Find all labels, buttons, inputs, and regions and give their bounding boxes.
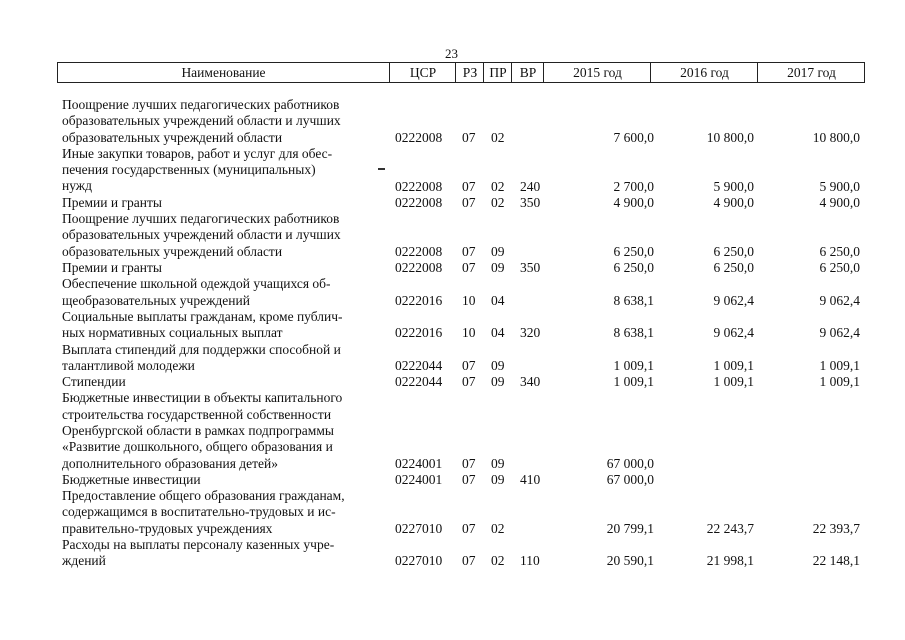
cell-y2017: 9 062,4 [819,292,860,308]
cell-vr: 320 [520,325,541,341]
cell-y2017: 5 900,0 [819,178,860,194]
header-2016: 2016 год [650,63,758,82]
cell-y2015: 7 600,0 [613,129,654,145]
row-name [62,342,392,375]
row-name [62,211,392,260]
cell-rz: 07 [462,129,476,145]
cell-rz: 07 [462,374,476,390]
cell-y2015: 1 009,1 [613,357,654,373]
row-name-line: Премии и гранты [62,194,162,210]
cell-vr: 340 [520,374,541,390]
row-name-line: образовательных учреждений области [62,243,283,259]
cell-y2016: 6 250,0 [713,260,754,275]
row-name [62,390,392,471]
cell-rz: 07 [462,471,476,487]
cell-rz: 07 [462,357,476,373]
cell-y2015: 6 250,0 [613,260,654,275]
row-name-line: Поощрение лучших педагогических работников [62,211,340,227]
cell-pr: 09 [491,374,505,390]
cell-y2015: 67 000,0 [606,471,654,487]
cell-y2017: 1 009,1 [819,357,860,373]
cell-pr: 09 [491,357,505,373]
cell-y2017: 22 148,1 [812,553,860,569]
header-name: Наименование [181,65,266,80]
cell-rz: 07 [462,178,476,194]
row-name-line: Обеспечение школьной одеждой учащихся об- [62,276,331,292]
cell-y2016: 9 062,4 [713,325,754,341]
row-name-line: образовательных учреждений области и лучших [62,113,341,129]
cell-y2017: 1 009,1 [819,374,860,390]
cell-rz: 07 [462,520,476,536]
cell-rz: 10 [462,292,476,308]
row-name-line: «Развитие дошкольного, общего образования и [62,439,333,455]
cell-vr: 410 [520,471,541,487]
cell-csr: 0222016 [395,325,443,341]
cell-vr: 350 [520,260,541,275]
header-vr: ВР [511,63,544,82]
row-name [62,488,392,537]
cell-pr: 09 [491,455,505,471]
cell-pr: 09 [491,243,505,259]
cell-pr: 04 [491,325,505,341]
row-name-line: Премии и гранты [62,260,162,275]
row-name-line: правительно-трудовых учреждениях [62,520,273,536]
cell-y2016: 10 800,0 [706,129,754,145]
cell-rz: 07 [462,455,476,471]
cell-csr: 0224001 [395,471,443,487]
header-rz: РЗ [455,63,484,82]
cell-y2017: 6 250,0 [819,243,860,259]
row-name [62,472,392,488]
row-name [62,374,392,390]
cell-rz: 07 [462,260,476,275]
cell-csr: 0227010 [395,520,443,536]
cell-y2015: 8 638,1 [613,292,654,308]
cell-rz: 07 [462,553,476,569]
row-name [62,276,392,309]
cell-y2016: 21 998,1 [706,553,754,569]
cell-pr: 09 [491,260,505,275]
cell-y2015: 67 000,0 [606,455,654,471]
row-name [62,309,392,342]
row-name-line: содержащимся в воспитательно-трудовых и ис- [62,504,336,520]
cell-y2017: 6 250,0 [819,260,860,275]
row-name-line: Иные закупки товаров, работ и услуг для обес- [62,145,333,161]
cell-y2015: 8 638,1 [613,325,654,341]
row-name-line: Поощрение лучших педагогических работников [62,97,340,112]
cell-rz: 07 [462,194,476,210]
cell-y2015: 2 700,0 [613,178,654,194]
row-name [62,97,392,146]
cell-pr: 02 [491,520,505,536]
cell-csr: 0222044 [395,357,443,373]
cell-csr: 0227010 [395,553,443,569]
cell-rz: 07 [462,243,476,259]
cell-vr: 110 [520,553,540,569]
cell-y2015: 1 009,1 [613,374,654,390]
row-name-line: образовательных учреждений области [62,129,283,145]
row-name-line: Выплата стипендий для поддержки способной и [62,341,341,357]
row-name [62,260,392,276]
cell-y2016: 5 900,0 [713,178,754,194]
row-name-line: Бюджетные инвестиции в объекты капитального [62,390,343,406]
row-name-line: образовательных учреждений области и лучших [62,227,341,243]
cell-csr: 0222008 [395,178,443,194]
cell-y2016: 4 900,0 [713,194,754,210]
cell-y2015: 20 799,1 [606,520,654,536]
row-name-line: ждений [62,553,106,569]
row-name-line: дополнительного образования детей» [62,455,278,471]
row-name-line: ных нормативных социальных выплат [62,325,283,341]
cell-rz: 10 [462,325,476,341]
cell-csr: 0222008 [395,194,443,210]
cell-vr: 240 [520,178,541,194]
row-name-line: Социальные выплаты гражданам, кроме публич- [62,308,343,324]
cell-y2017: 22 393,7 [812,520,860,536]
cell-csr: 0222044 [395,374,443,390]
cell-pr: 02 [491,129,505,145]
cell-pr: 02 [491,553,505,569]
row-name [62,537,392,570]
row-name-line: печения государственных (муниципальных) [62,162,316,178]
cell-pr: 09 [491,471,505,487]
row-name [62,146,392,195]
cell-csr: 0224001 [395,455,443,471]
row-name-line: Стипендии [62,374,126,390]
table-header [57,62,865,83]
row-name-line: Оренбургской области в рамках подпрограммы [62,422,334,438]
cell-y2015: 6 250,0 [613,243,654,259]
cell-vr: 350 [520,194,541,210]
row-name-line: строительства государственной собственности [62,406,332,422]
cell-y2015: 20 590,1 [606,553,654,569]
row-name [62,195,392,211]
cell-pr: 02 [491,178,505,194]
cell-y2016: 1 009,1 [713,357,754,373]
cell-y2017: 4 900,0 [819,194,860,210]
cell-y2016: 6 250,0 [713,243,754,259]
header-2015: 2015 год [543,63,651,82]
cell-csr: 0222008 [395,129,443,145]
cell-y2016: 9 062,4 [713,292,754,308]
cell-y2017: 10 800,0 [812,129,860,145]
cell-y2016: 22 243,7 [706,520,754,536]
cell-pr: 04 [491,292,505,308]
header-2017: 2017 год [757,63,865,82]
cell-y2017: 9 062,4 [819,325,860,341]
header-pr: ПР [483,63,512,82]
cell-csr: 0222008 [395,243,443,259]
row-name-line: Расходы на выплаты персоналу казенных учре- [62,537,335,553]
row-name-line: щеобразовательных учреждений [62,292,250,308]
row-name-line: Предоставление общего образования гражданам, [62,488,345,504]
page-number: 23 [445,46,458,61]
cell-y2016: 1 009,1 [713,374,754,390]
cell-pr: 02 [491,194,505,210]
row-name-line: нужд [62,178,92,194]
cell-csr: 0222016 [395,292,443,308]
cell-y2015: 4 900,0 [613,194,654,210]
row-name-line: талантливой молодежи [62,357,195,373]
cell-csr: 0222008 [395,260,443,275]
header-csr: ЦСР [389,63,456,82]
row-name-line: Бюджетные инвестиции [62,471,201,487]
